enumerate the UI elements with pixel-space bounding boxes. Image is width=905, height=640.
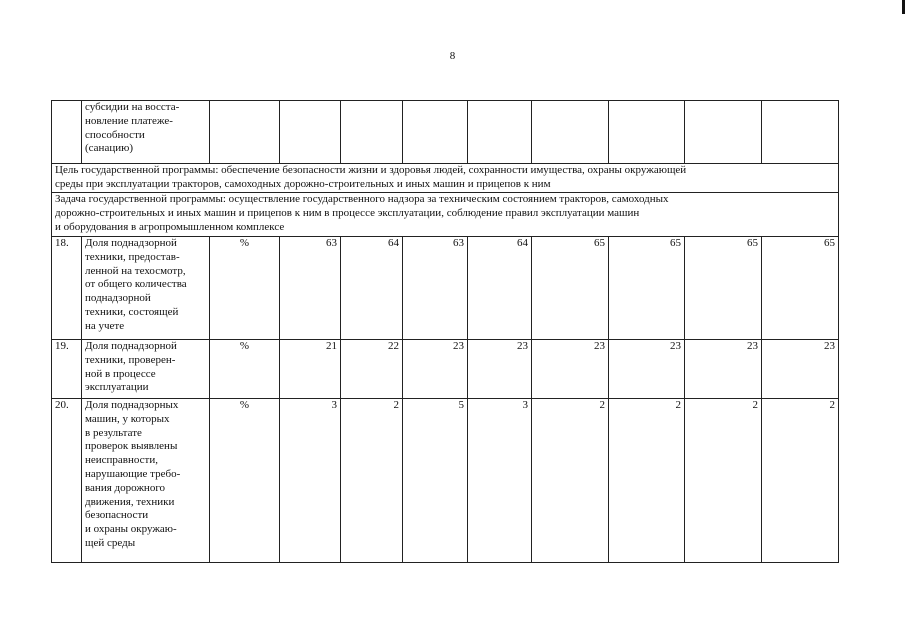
row-number-cell: 19. (52, 340, 82, 399)
value-cell (762, 101, 839, 164)
table-row-20 (52, 399, 839, 563)
value-cell (532, 101, 609, 164)
value-cell: 2 (685, 399, 762, 563)
value-cell: 23 (685, 340, 762, 399)
value-cell: 21 (280, 340, 341, 399)
value-cell (609, 101, 685, 164)
value-cell (468, 101, 532, 164)
table-row-18 (52, 237, 839, 340)
value-cell (685, 101, 762, 164)
value-cell: 2 (532, 399, 609, 563)
value-cell: 2 (609, 399, 685, 563)
row-number-cell: 20. (52, 399, 82, 563)
row-number-cell (52, 101, 82, 164)
value-cell: 2 (341, 399, 403, 563)
value-cell: 65 (609, 237, 685, 340)
indicators-table (51, 100, 839, 563)
value-cell: 3 (280, 399, 341, 563)
value-cell: 65 (762, 237, 839, 340)
task-row (52, 193, 839, 237)
value-cell: 2 (762, 399, 839, 563)
page-number: 8 (449, 50, 456, 62)
row-number-cell: 18. (52, 237, 82, 340)
unit-cell (210, 101, 280, 164)
value-cell: 5 (403, 399, 468, 563)
indicator-cell: субсидии на восста- новление платеже- способности (санацию) (82, 101, 210, 164)
value-cell: 23 (609, 340, 685, 399)
indicator-cell: Доля поднадзорной техники, проверен- ной в процессе эксплуатации (82, 340, 210, 399)
value-cell (280, 101, 341, 164)
value-cell (403, 101, 468, 164)
value-cell: 63 (403, 237, 468, 340)
indicator-cell: Доля поднадзорных машин, у которых в результате проверок выявлены неисправности, нарушающие требо- вания дорожного движения, техники безопасности и охраны окружаю- щей среды (82, 399, 210, 563)
value-cell: 23 (532, 340, 609, 399)
indicator-cell: Доля поднадзорной техники, предостав- ленной на техосмотр, от общего количества поднадзорной техники, состоящей на учете (82, 237, 210, 340)
value-cell: 23 (403, 340, 468, 399)
value-cell: 22 (341, 340, 403, 399)
table-row-19 (52, 340, 839, 399)
value-cell: 65 (532, 237, 609, 340)
unit-cell: % (210, 340, 280, 399)
value-cell (341, 101, 403, 164)
table-row-continued (52, 101, 839, 164)
value-cell: 65 (685, 237, 762, 340)
goal-row (52, 164, 839, 193)
value-cell: 64 (468, 237, 532, 340)
goal-text: Цель государственной программы: обеспечение безопасности жизни и здоровья людей, сохранности имущества, охраны окружающей среды при эксплуатации тракторов, самоходных дорожно-строительных и иных машин и прицепов к ним (52, 164, 839, 193)
unit-cell: % (210, 237, 280, 340)
value-cell: 3 (468, 399, 532, 563)
value-cell: 23 (468, 340, 532, 399)
task-text: Задача государственной программы: осуществление государственного надзора за техническим состоянием тракторов, самоходных дорожно-строительных и иных машин и прицепов к ним в процессе эксплуатации, соблюдение правил эксплуатации машин и оборудования в агропромышленном комплексе (52, 193, 839, 237)
value-cell: 64 (341, 237, 403, 340)
value-cell: 23 (762, 340, 839, 399)
unit-cell: % (210, 399, 280, 563)
value-cell: 63 (280, 237, 341, 340)
